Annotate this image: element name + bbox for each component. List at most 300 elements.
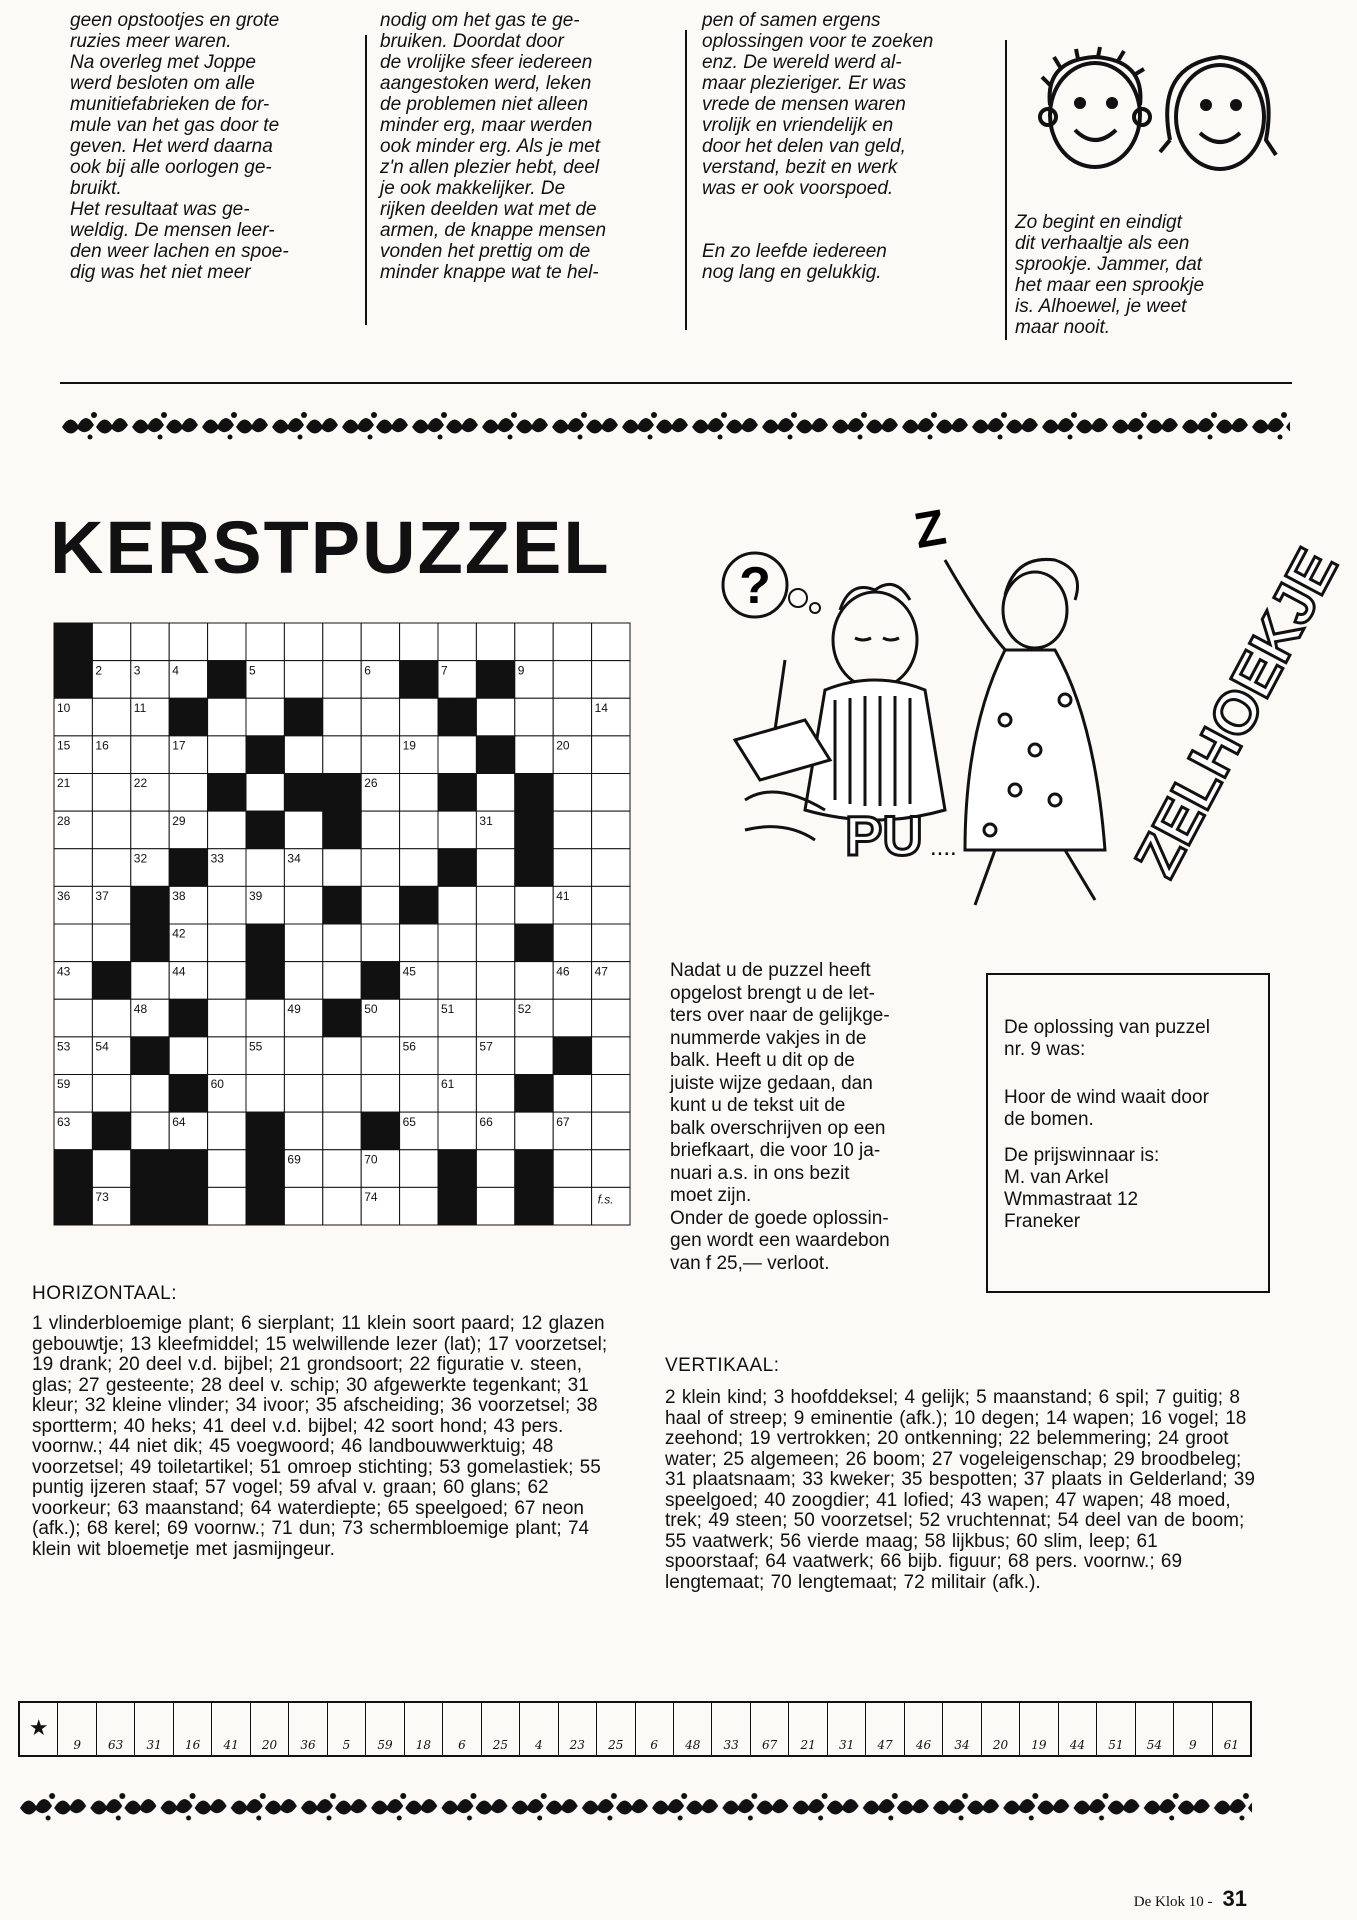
grid-cell[interactable] — [208, 811, 246, 849]
grid-number: 23 — [210, 776, 224, 791]
grid-cell[interactable] — [476, 924, 514, 962]
story-column-3 — [702, 10, 992, 283]
grid-block — [169, 1150, 207, 1188]
answer-cell-number: 20 — [992, 1738, 1009, 1752]
grid-cell[interactable] — [208, 1150, 246, 1188]
grid-number: 14 — [594, 700, 608, 715]
grid-block — [131, 924, 169, 962]
grid-cell[interactable] — [92, 623, 130, 661]
grid-cell[interactable] — [361, 1037, 399, 1075]
grid-cell[interactable] — [515, 1037, 553, 1075]
answer-cell[interactable] — [328, 1703, 366, 1755]
story-text-3-end: En zo leefde iedereen nog lang en gelukkig. — [702, 241, 887, 283]
grid-cell[interactable] — [208, 999, 246, 1037]
grid-cell[interactable] — [592, 1150, 630, 1188]
grid-cell[interactable] — [208, 623, 246, 661]
section-rule — [60, 382, 1292, 384]
grid-cell[interactable] — [131, 962, 169, 1000]
answer-cell[interactable] — [1097, 1703, 1135, 1755]
answer-cell[interactable] — [58, 1703, 96, 1755]
answer-cell[interactable] — [866, 1703, 904, 1755]
grid-cell[interactable] — [284, 811, 322, 849]
grid-cell[interactable] — [438, 1112, 476, 1150]
grid-number: 21 — [57, 776, 71, 791]
grid-cell[interactable] — [361, 698, 399, 736]
grid-cell[interactable] — [246, 623, 284, 661]
grid-cell[interactable] — [323, 1075, 361, 1113]
z-letter: Z — [910, 498, 950, 560]
boy-face-icon — [1040, 47, 1150, 167]
answer-cell-number: 51 — [1108, 1738, 1124, 1752]
grid-cell[interactable] — [361, 886, 399, 924]
answer-cell-number: 63 — [108, 1738, 124, 1752]
winner-label: De prijswinnaar is: — [1004, 1145, 1160, 1166]
answer-cell[interactable] — [636, 1703, 674, 1755]
answer-cell[interactable] — [905, 1703, 943, 1755]
answer-cell[interactable] — [828, 1703, 866, 1755]
grid-cell[interactable] — [553, 811, 591, 849]
magazine-name: De Klok 10 - — [1133, 1894, 1213, 1910]
answer-cell-number: 67 — [762, 1738, 778, 1752]
grid-number: 43 — [57, 964, 71, 979]
grid-number: 28 — [57, 813, 71, 828]
grid-cell[interactable] — [284, 1187, 322, 1225]
grid-number: 40 — [402, 889, 416, 903]
grid-cell[interactable] — [92, 999, 130, 1037]
answer-cell[interactable] — [559, 1703, 597, 1755]
grid-cell[interactable] — [284, 661, 322, 699]
faces-illustration — [1030, 45, 1280, 175]
answer-cell[interactable] — [174, 1703, 212, 1755]
horizontaal-heading: HORIZONTAAL: — [32, 1283, 177, 1304]
grid-cell[interactable] — [284, 962, 322, 1000]
grid-cell[interactable] — [54, 999, 92, 1037]
grid-cell[interactable] — [400, 698, 438, 736]
answer-cell-number: 25 — [492, 1738, 508, 1752]
grid-cell[interactable] — [438, 623, 476, 661]
answer-cell-number: 46 — [915, 1738, 932, 1752]
answer-cell-number: 6 — [458, 1738, 466, 1752]
grid-cell[interactable] — [284, 1112, 322, 1150]
grid-block — [361, 1112, 399, 1150]
answer-cell-number: 44 — [1069, 1738, 1086, 1752]
grid-cell[interactable] — [438, 924, 476, 962]
grid-cell[interactable] — [284, 623, 322, 661]
grid-number: 47 — [594, 964, 608, 979]
grid-number: 31 — [479, 813, 493, 828]
instructions-text: Nadat u de puzzel heeft opgelost brengt u de let- ters over naar de gelijkge- nummerde vakjes in de balk. Heeft u dit op de juiste wijze gedaan, dan kunt u de tekst uit de balk overschrijven op een briefkaart, die voor 10 ja- nuari a.s. in ons bezit moet zijn. Onder de goede oplossin- gen wordt een waardebon van f 25,— verloot. — [670, 960, 890, 1274]
answer-cell[interactable] — [443, 1703, 481, 1755]
grid-block — [169, 849, 207, 887]
grid-cell[interactable] — [553, 849, 591, 887]
grid-block — [515, 924, 553, 962]
grid-cell[interactable] — [323, 736, 361, 774]
grid-cell[interactable] — [476, 849, 514, 887]
grid-cell[interactable] — [208, 962, 246, 1000]
grid-cell[interactable] — [438, 736, 476, 774]
answer-cell[interactable] — [520, 1703, 558, 1755]
grid-cell[interactable] — [284, 736, 322, 774]
answer-cell[interactable] — [712, 1703, 750, 1755]
grid-cell[interactable] — [592, 1037, 630, 1075]
answer-cell[interactable] — [1020, 1703, 1058, 1755]
story-column-1 — [70, 10, 360, 283]
grid-number: 42 — [172, 926, 186, 941]
grid-cell[interactable] — [592, 924, 630, 962]
grid-number: 29 — [172, 813, 186, 828]
grid-block — [476, 736, 514, 774]
grid-cell[interactable] — [92, 698, 130, 736]
grid-cell[interactable] — [553, 774, 591, 812]
grid-cell[interactable] — [246, 1075, 284, 1113]
grid-cell[interactable] — [131, 1112, 169, 1150]
grid-cell[interactable] — [515, 698, 553, 736]
grid-block — [323, 811, 361, 849]
grid-number: 67 — [556, 1114, 570, 1129]
grid-number: 72 — [517, 1152, 532, 1167]
grid-cell[interactable] — [476, 623, 514, 661]
grid-cell[interactable] — [208, 736, 246, 774]
grid-cell[interactable] — [476, 1187, 514, 1225]
grid-number: 48 — [133, 1001, 148, 1016]
grid-cell[interactable] — [323, 962, 361, 1000]
grid-cell[interactable] — [515, 623, 553, 661]
answer-cell-number: 36 — [300, 1738, 316, 1752]
grid-cell[interactable] — [323, 924, 361, 962]
story-column-2 — [380, 10, 670, 283]
grid-cell[interactable] — [553, 1150, 591, 1188]
grid-cell[interactable] — [438, 811, 476, 849]
grid-cell[interactable] — [208, 1112, 246, 1150]
grid-cell[interactable] — [323, 1112, 361, 1150]
answer-cell-number: 19 — [1031, 1738, 1047, 1752]
story-text-3: pen of samen ergens oplossingen voor te zoeken enz. De wereld werd al- maar plezieriger. Er was vrede de mensen waren vrolijk en vriendelijk en door het delen van geld, verstand, bezit en werk was er ook voorspoed. — [702, 10, 934, 199]
grid-cell[interactable] — [476, 1150, 514, 1188]
grid-cell[interactable] — [323, 698, 361, 736]
answer-cell-number: 6 — [650, 1738, 659, 1752]
grid-cell[interactable] — [323, 1037, 361, 1075]
page-number: 31 — [1222, 1886, 1247, 1911]
grid-number: 27 — [517, 776, 532, 791]
grid-cell[interactable] — [323, 1150, 361, 1188]
grid-cell[interactable] — [592, 849, 630, 887]
grid-cell[interactable] — [131, 811, 169, 849]
answer-cell-number: 4 — [535, 1738, 543, 1752]
grid-number: 1 — [57, 663, 64, 678]
grid-block — [131, 886, 169, 924]
grid-cell[interactable] — [246, 849, 284, 887]
grid-cell[interactable] — [553, 1075, 591, 1113]
grid-cell[interactable] — [400, 1187, 438, 1225]
grid-cell[interactable] — [208, 1187, 246, 1225]
answer-cell[interactable] — [943, 1703, 981, 1755]
grid-number: 65 — [402, 1114, 416, 1129]
grid-cell[interactable] — [361, 924, 399, 962]
grid-number: 19 — [402, 738, 416, 753]
grid-cell[interactable] — [476, 1075, 514, 1113]
grid-number: 44 — [172, 964, 186, 979]
column-divider — [685, 30, 687, 330]
grid-cell[interactable] — [284, 1037, 322, 1075]
grid-cell[interactable] — [54, 924, 92, 962]
grid-number: 50 — [364, 1001, 378, 1016]
answer-cell-number: 48 — [685, 1738, 701, 1752]
grid-number: 3 — [133, 663, 141, 678]
grid-cell[interactable] — [592, 999, 630, 1037]
grid-cell[interactable] — [323, 1187, 361, 1225]
grid-cell[interactable] — [592, 661, 630, 699]
solution-answer: Hoor de wind waait door de bomen. — [1004, 1087, 1209, 1130]
grid-cell[interactable] — [592, 886, 630, 924]
grid-cell[interactable] — [323, 849, 361, 887]
answer-cell[interactable] — [1136, 1703, 1174, 1755]
grid-cell[interactable] — [592, 1112, 630, 1150]
grid-block — [400, 661, 438, 699]
grid-cell[interactable] — [284, 1075, 322, 1113]
answer-cell[interactable] — [482, 1703, 520, 1755]
grid-number: 63 — [57, 1114, 71, 1129]
grid-block — [54, 1150, 92, 1188]
grid-number: 73 — [95, 1190, 109, 1204]
grid-cell[interactable] — [246, 774, 284, 812]
grid-cell[interactable] — [208, 698, 246, 736]
grid-cell[interactable] — [246, 698, 284, 736]
puzzle-word-dots: .... — [930, 834, 957, 861]
grid-cell[interactable] — [169, 774, 207, 812]
answer-cell[interactable] — [135, 1703, 173, 1755]
grid-block — [438, 1187, 476, 1225]
answer-cell[interactable] — [789, 1703, 827, 1755]
grid-number: 57 — [479, 1039, 493, 1054]
grid-cell[interactable] — [400, 999, 438, 1037]
grid-cell[interactable] — [284, 886, 322, 924]
grid-cell[interactable] — [553, 623, 591, 661]
grid-block — [131, 1037, 169, 1075]
grid-cell[interactable] — [169, 623, 207, 661]
grid-cell[interactable] — [169, 1037, 207, 1075]
grid-cell[interactable] — [400, 811, 438, 849]
grid-cell[interactable] — [361, 736, 399, 774]
grid-block — [438, 774, 476, 812]
answer-cell[interactable] — [982, 1703, 1020, 1755]
grid-number: 51 — [441, 1001, 455, 1016]
grid-cell[interactable] — [323, 661, 361, 699]
answer-cell[interactable] — [289, 1703, 327, 1755]
story-text-1: geen opstootjes en grote ruzies meer waren. Na overleg met Joppe werd besloten om alle munitiefabrieken de for- mule van het gas door te geven. Het werd daarna ook bij alle oorlogen ge- bruikt. Het resultaat was ge- weldig. De mensen leer- den weer lachen en spoe- dig was het niet meer — [70, 10, 289, 283]
grid-cell[interactable] — [131, 623, 169, 661]
grid-block — [361, 962, 399, 1000]
grid-cell[interactable] — [592, 1075, 630, 1113]
grid-cell[interactable] — [92, 1075, 130, 1113]
grid-cell[interactable] — [592, 736, 630, 774]
grid-number: 8 — [479, 663, 487, 678]
grid-cell[interactable] — [92, 849, 130, 887]
answer-cell[interactable] — [97, 1703, 135, 1755]
grid-cell[interactable] — [553, 698, 591, 736]
answer-cell[interactable] — [674, 1703, 712, 1755]
grid-cell[interactable] — [476, 999, 514, 1037]
grid-cell[interactable] — [553, 924, 591, 962]
grid-cell[interactable] — [131, 1075, 169, 1113]
grid-cell[interactable] — [131, 736, 169, 774]
grid-cell[interactable] — [400, 1150, 438, 1188]
grid-number: 56 — [402, 1039, 416, 1054]
grid-cell[interactable] — [515, 886, 553, 924]
puzzle-word-part-2: ZELHOEKJE — [1122, 537, 1351, 888]
grid-cell[interactable] — [400, 774, 438, 812]
grid-cell[interactable] — [553, 999, 591, 1037]
grid-cell[interactable] — [553, 661, 591, 699]
grid-cell[interactable] — [361, 623, 399, 661]
winner-name: M. van Arkel Wmmastraat 12 Franeker — [1004, 1167, 1139, 1232]
grid-number: 60 — [210, 1077, 224, 1092]
grid-number: 33 — [210, 851, 224, 866]
grid-number: 37 — [95, 889, 109, 903]
grid-cell[interactable] — [400, 849, 438, 887]
grid-cell[interactable] — [54, 849, 92, 887]
answer-cell-number: 41 — [223, 1738, 239, 1752]
grid-number: 9 — [517, 663, 525, 678]
column-divider — [365, 35, 367, 325]
answer-cell-number: 33 — [723, 1738, 739, 1752]
grid-cell[interactable] — [284, 924, 322, 962]
grid-cell[interactable] — [515, 1112, 553, 1150]
grid-number: 70 — [364, 1152, 378, 1167]
grid-number: 74 — [364, 1190, 378, 1204]
grid-cell[interactable] — [438, 1037, 476, 1075]
page-footer — [1134, 1886, 1247, 1912]
grid-number: 16 — [95, 738, 109, 753]
grid-number: 25 — [325, 776, 340, 791]
grid-cell[interactable] — [515, 736, 553, 774]
solution-heading: De oplossing van puzzel nr. 9 was: — [1004, 1017, 1210, 1060]
grid-cell[interactable] — [208, 886, 246, 924]
grid-number: 54 — [95, 1039, 109, 1054]
grid-number: 59 — [57, 1077, 71, 1092]
grid-cell[interactable] — [92, 924, 130, 962]
grid-cell[interactable] — [361, 1075, 399, 1113]
grid-cell[interactable] — [515, 962, 553, 1000]
grid-cell[interactable] — [361, 811, 399, 849]
answer-cell-number: 59 — [377, 1738, 393, 1752]
grid-cell[interactable] — [592, 811, 630, 849]
grid-number: 71 — [441, 1152, 455, 1167]
answer-cell-number: 23 — [569, 1738, 585, 1752]
answer-cell-number: 9 — [73, 1738, 82, 1752]
grid-cell[interactable] — [476, 886, 514, 924]
grid-cell[interactable] — [323, 623, 361, 661]
grid-cell[interactable] — [400, 924, 438, 962]
previous-solution-box — [986, 973, 1270, 1293]
answer-cell-number: 61 — [1223, 1738, 1239, 1752]
grid-number: 46 — [556, 964, 570, 979]
grid-block — [515, 811, 553, 849]
grid-number: 49 — [287, 1001, 301, 1016]
grid-number: 18 — [249, 738, 263, 753]
grid-cell[interactable] — [208, 1037, 246, 1075]
sleepy-man-icon — [735, 584, 945, 840]
grid-number: 61 — [441, 1077, 455, 1092]
grid-number: 39 — [249, 889, 263, 903]
grid-number: 41 — [556, 889, 570, 903]
answer-cell[interactable] — [405, 1703, 443, 1755]
grid-cell[interactable] — [438, 886, 476, 924]
grid-number: 32 — [133, 851, 148, 866]
grid-number: 30 — [249, 813, 263, 828]
grid-cell[interactable] — [400, 623, 438, 661]
grid-cell[interactable] — [208, 924, 246, 962]
grid-block — [323, 999, 361, 1037]
grid-block — [54, 1187, 92, 1225]
grid-number: 35 — [441, 851, 455, 866]
answer-cell[interactable] — [751, 1703, 789, 1755]
grid-number: 34 — [287, 851, 301, 866]
answer-cell-number: 47 — [877, 1738, 893, 1752]
grid-block — [92, 1112, 130, 1150]
grid-cell[interactable] — [592, 623, 630, 661]
answer-cell[interactable] — [212, 1703, 250, 1755]
answer-cell-number: 31 — [146, 1738, 162, 1752]
answer-cell[interactable] — [1213, 1703, 1250, 1755]
crossword-grid — [54, 623, 630, 1225]
grid-number: 22 — [133, 776, 148, 791]
answer-cell-number: 18 — [415, 1738, 432, 1752]
grid-cell[interactable] — [92, 1150, 130, 1188]
grid-cell[interactable] — [476, 698, 514, 736]
holly-border-bottom — [18, 1786, 1252, 1826]
grid-cell[interactable] — [361, 849, 399, 887]
grid-block — [246, 962, 284, 1000]
grid-number: 15 — [57, 738, 71, 753]
grid-cell[interactable] — [553, 1187, 591, 1225]
answer-cell-number: 21 — [800, 1738, 816, 1752]
answer-cell[interactable] — [1059, 1703, 1097, 1755]
answer-cell-number: 5 — [342, 1738, 351, 1752]
grid-block — [246, 1187, 284, 1225]
grid-cell[interactable] — [92, 774, 130, 812]
grid-cell[interactable] — [400, 1075, 438, 1113]
answer-cell[interactable] — [1174, 1703, 1212, 1755]
grid-number: 45 — [402, 964, 416, 979]
grid-number: 66 — [479, 1114, 493, 1129]
grid-cell[interactable] — [592, 774, 630, 812]
grid-cell[interactable] — [246, 999, 284, 1037]
grid-number: 52 — [517, 1001, 532, 1016]
grid-block — [92, 962, 130, 1000]
answer-bar — [18, 1701, 1252, 1757]
story-column-4 — [1015, 212, 1275, 338]
answer-cell-number: 34 — [954, 1738, 970, 1752]
grid-cell[interactable] — [476, 962, 514, 1000]
grid-cell[interactable] — [476, 774, 514, 812]
page-title: KERSTPUZZEL — [50, 506, 611, 589]
puzzle-word-part-1: PU — [845, 804, 923, 867]
answer-cell-number: 9 — [1188, 1738, 1197, 1752]
grid-number: 2 — [95, 663, 103, 678]
grid-number: 53 — [57, 1039, 71, 1054]
grid-number: 55 — [249, 1039, 263, 1054]
answer-cell[interactable] — [366, 1703, 404, 1755]
holly-border-top — [60, 405, 1290, 445]
grid-number: 4 — [172, 663, 179, 678]
grid-cell[interactable] — [92, 811, 130, 849]
grid-cell[interactable] — [438, 962, 476, 1000]
grid-number: 26 — [364, 776, 378, 791]
answer-cell[interactable] — [251, 1703, 289, 1755]
answer-cell[interactable] — [597, 1703, 635, 1755]
question-mark: ? — [739, 557, 771, 615]
grid-number: 36 — [57, 889, 71, 903]
